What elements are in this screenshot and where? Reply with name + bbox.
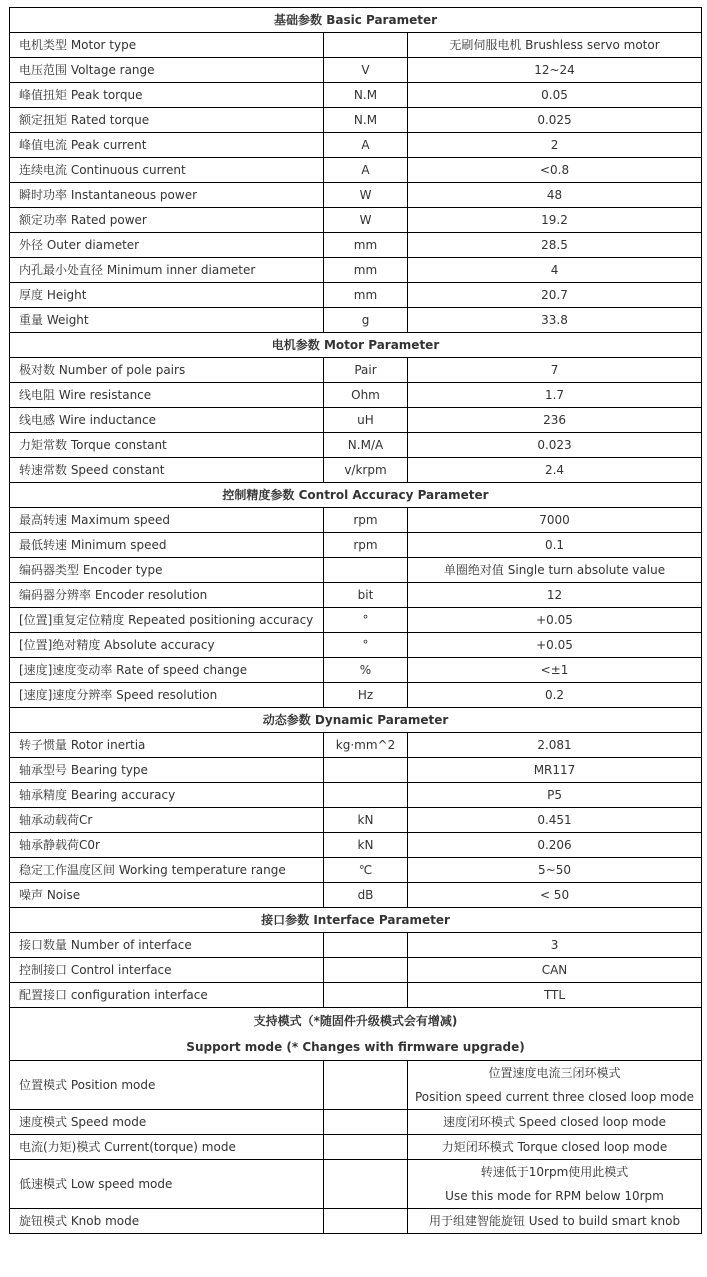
mode-value: 速度闭环模式 Speed closed loop mode [408,1110,702,1135]
param-unit: rpm [324,508,408,533]
param-unit: uH [324,408,408,433]
section-title: 动态参数 Dynamic Parameter [10,708,702,733]
mode-unit [324,1209,408,1234]
param-name: 编码器分辨率 Encoder resolution [10,583,324,608]
section-title: 接口参数 Interface Parameter [10,908,702,933]
section-title: 电机参数 Motor Parameter [10,333,702,358]
param-value: 0.023 [408,433,702,458]
mode-value: 力矩闭环模式 Torque closed loop mode [408,1135,702,1160]
param-value: 0.025 [408,108,702,133]
param-value: 单圈绝对值 Single turn absolute value [408,558,702,583]
param-value: 2.4 [408,458,702,483]
mode-unit [324,1110,408,1135]
param-unit [324,933,408,958]
param-value: 19.2 [408,208,702,233]
param-unit: mm [324,233,408,258]
param-name: 力矩常数 Torque constant [10,433,324,458]
table-row [10,358,702,383]
param-unit [324,758,408,783]
param-value: 2.081 [408,733,702,758]
param-value: < 50 [408,883,702,908]
table-row [10,508,702,533]
param-name: 电压范围 Voltage range [10,58,324,83]
param-name: [速度]速度分辨率 Speed resolution [10,683,324,708]
param-unit: bit [324,583,408,608]
param-unit: N.M [324,83,408,108]
param-value: 无刷伺服电机 Brushless servo motor [408,33,702,58]
param-unit [324,958,408,983]
param-unit: % [324,658,408,683]
param-name: 接口数量 Number of interface [10,933,324,958]
param-value: 12~24 [408,58,702,83]
param-name: 连续电流 Continuous current [10,158,324,183]
param-value: 0.206 [408,833,702,858]
section-header-row [10,8,702,33]
param-unit: W [324,208,408,233]
mode-value [408,1160,702,1209]
table-row [10,583,702,608]
mode-unit [324,1160,408,1209]
param-value: +0.05 [408,608,702,633]
param-value: 1.7 [408,383,702,408]
param-unit: g [324,308,408,333]
mode-value-en: Position speed current three closed loop mode [414,1090,695,1104]
table-row [10,808,702,833]
table-row [10,1209,702,1234]
param-name: [位置]重复定位精度 Repeated positioning accuracy [10,608,324,633]
table-row [10,933,702,958]
param-unit: W [324,183,408,208]
table-row [10,958,702,983]
table-row [10,783,702,808]
param-name: 极对数 Number of pole pairs [10,358,324,383]
section-title [10,1008,702,1061]
table-row [10,883,702,908]
table-row [10,308,702,333]
section-header-row [10,708,702,733]
param-name: 轴承动载荷Cr [10,808,324,833]
table-row [10,1061,702,1110]
table-row [10,1135,702,1160]
param-unit: N.M/A [324,433,408,458]
section-title: 基础参数 Basic Parameter [10,8,702,33]
mode-name: 速度模式 Speed mode [10,1110,324,1135]
param-name: 配置接口 configuration interface [10,983,324,1008]
param-value: 12 [408,583,702,608]
param-unit [324,983,408,1008]
table-row [10,133,702,158]
param-name: 轴承静载荷C0r [10,833,324,858]
param-name: 轴承精度 Bearing accuracy [10,783,324,808]
table-row [10,683,702,708]
param-value: 0.05 [408,83,702,108]
param-unit: mm [324,283,408,308]
param-unit: rpm [324,533,408,558]
table-row [10,658,702,683]
param-name: 转速常数 Speed constant [10,458,324,483]
table-row [10,58,702,83]
mode-unit [324,1061,408,1110]
param-unit [324,33,408,58]
param-unit: ° [324,633,408,658]
table-row [10,408,702,433]
param-unit: kN [324,808,408,833]
param-value: 33.8 [408,308,702,333]
param-value: 236 [408,408,702,433]
param-name: 控制接口 Control interface [10,958,324,983]
table-row [10,758,702,783]
param-name: 重量 Weight [10,308,324,333]
support-title-en: Support mode (* Changes with firmware upgrade) [186,1040,525,1054]
param-value: <±1 [408,658,702,683]
table-row [10,283,702,308]
param-value: 0.1 [408,533,702,558]
mode-value-cn: 转速低于10rpm使用此模式 [480,1165,629,1179]
section-title: 控制精度参数 Control Accuracy Parameter [10,483,702,508]
param-name: 峰值扭矩 Peak torque [10,83,324,108]
table-row [10,433,702,458]
param-unit [324,558,408,583]
param-unit: Pair [324,358,408,383]
section-header-row [10,333,702,358]
table-row [10,208,702,233]
param-value: +0.05 [408,633,702,658]
param-value: 0.451 [408,808,702,833]
spec-table-body [10,8,702,1234]
param-name: 厚度 Height [10,283,324,308]
param-name: 线电感 Wire inductance [10,408,324,433]
param-name: 稳定工作温度区间 Working temperature range [10,858,324,883]
param-value: 5~50 [408,858,702,883]
table-row [10,533,702,558]
param-value: 2 [408,133,702,158]
param-unit: N.M [324,108,408,133]
table-row [10,1110,702,1135]
spec-table [9,7,702,1234]
mode-name: 位置模式 Position mode [10,1061,324,1110]
table-row [10,858,702,883]
param-value: 20.7 [408,283,702,308]
param-unit: ° [324,608,408,633]
param-name: [速度]速度变动率 Rate of speed change [10,658,324,683]
section-header-row [10,1008,702,1061]
param-value: 3 [408,933,702,958]
param-unit: mm [324,258,408,283]
param-unit: ℃ [324,858,408,883]
mode-value: 用于组建智能旋钮 Used to build smart knob [408,1209,702,1234]
param-name: 最低转速 Minimum speed [10,533,324,558]
param-name: 转子惯量 Rotor inertia [10,733,324,758]
table-row [10,633,702,658]
table-row [10,108,702,133]
param-value: 48 [408,183,702,208]
param-name: 额定扭矩 Rated torque [10,108,324,133]
param-name: 编码器类型 Encoder type [10,558,324,583]
param-unit: v/krpm [324,458,408,483]
mode-name: 旋钮模式 Knob mode [10,1209,324,1234]
table-row [10,383,702,408]
param-value: 7 [408,358,702,383]
table-row [10,83,702,108]
param-name: 外径 Outer diameter [10,233,324,258]
table-row [10,233,702,258]
mode-unit [324,1135,408,1160]
table-row [10,33,702,58]
param-unit: Hz [324,683,408,708]
section-header-row [10,908,702,933]
param-name: 额定功率 Rated power [10,208,324,233]
param-name: [位置]绝对精度 Absolute accuracy [10,633,324,658]
param-name: 最高转速 Maximum speed [10,508,324,533]
param-name: 噪声 Noise [10,883,324,908]
table-row [10,158,702,183]
param-name: 线电阻 Wire resistance [10,383,324,408]
param-value: 28.5 [408,233,702,258]
param-value: 4 [408,258,702,283]
table-row [10,1160,702,1209]
table-row [10,833,702,858]
param-value: 0.2 [408,683,702,708]
param-unit [324,783,408,808]
param-name: 电机类型 Motor type [10,33,324,58]
param-unit: A [324,158,408,183]
param-unit: V [324,58,408,83]
table-row [10,608,702,633]
param-value: 7000 [408,508,702,533]
mode-value-cn: 位置速度电流三闭环模式 [488,1066,621,1080]
table-row [10,558,702,583]
param-unit: kg·mm^2 [324,733,408,758]
param-value: MR117 [408,758,702,783]
table-row [10,458,702,483]
table-row [10,258,702,283]
mode-name: 电流(力矩)模式 Current(torque) mode [10,1135,324,1160]
table-row [10,983,702,1008]
param-value: P5 [408,783,702,808]
param-name: 峰值电流 Peak current [10,133,324,158]
param-value: <0.8 [408,158,702,183]
param-unit: A [324,133,408,158]
mode-value-en: Use this mode for RPM below 10rpm [445,1189,664,1203]
param-name: 轴承型号 Bearing type [10,758,324,783]
param-unit: dB [324,883,408,908]
param-unit: Ohm [324,383,408,408]
param-value: CAN [408,958,702,983]
param-name: 内孔最小处直径 Minimum inner diameter [10,258,324,283]
table-row [10,733,702,758]
section-header-row [10,483,702,508]
mode-name: 低速模式 Low speed mode [10,1160,324,1209]
table-row [10,183,702,208]
mode-value [408,1061,702,1110]
param-name: 瞬时功率 Instantaneous power [10,183,324,208]
param-value: TTL [408,983,702,1008]
param-unit: kN [324,833,408,858]
support-title-cn: 支持模式（*随固件升级模式会有增减) [253,1014,458,1028]
